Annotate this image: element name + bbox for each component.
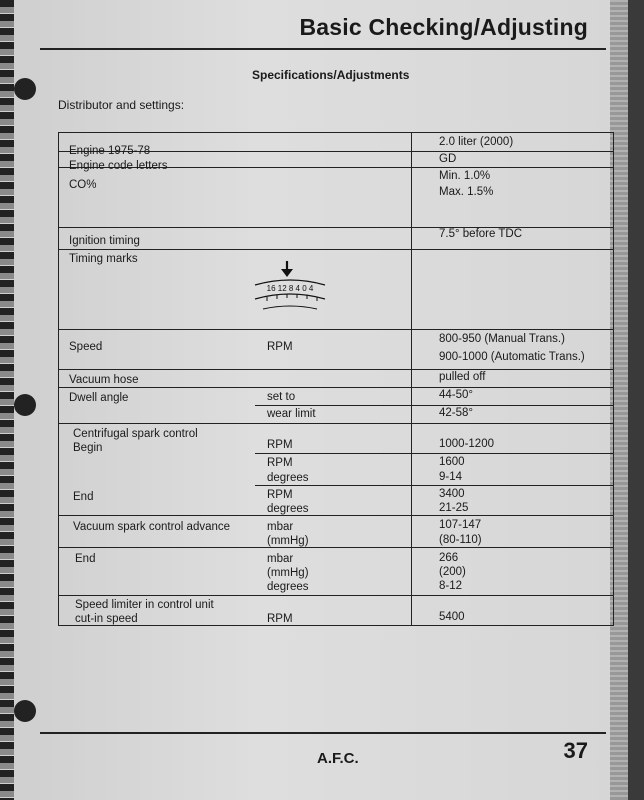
footer-rule [40, 732, 606, 734]
row-divider [59, 369, 613, 370]
end-deg-value: 21-25 [439, 502, 469, 514]
va-mmhg-value: (80-110) [439, 534, 482, 546]
row-divider [59, 595, 613, 596]
code-label: Engine code letters [69, 160, 168, 172]
row-divider [59, 515, 613, 516]
mid-rpm-unit: RPM [267, 457, 293, 469]
vacuum-hose-label: Vacuum hose [69, 374, 139, 386]
co-min: Min. 1.0% [439, 170, 491, 182]
end-rpm-value: 3400 [439, 488, 465, 500]
mid-deg-value: 9-14 [439, 471, 463, 483]
begin-label: Begin [73, 442, 103, 454]
engine-value: 2.0 liter (2000) [439, 136, 514, 148]
speed-label: Speed [69, 341, 103, 353]
timing-marks-label: Timing marks [69, 253, 138, 265]
timing-scale-text: 16 12 8 4 0 4 [266, 284, 314, 293]
speed-manual: 800-950 (Manual Trans.) [439, 333, 565, 345]
begin-unit: RPM [267, 439, 293, 451]
row-divider [59, 249, 613, 250]
timing-marks-diagram [253, 261, 327, 317]
spec-table [58, 132, 614, 626]
va-mmhg-unit: (mmHg) [267, 535, 309, 547]
va-end-mbar-value: 266 [439, 552, 459, 564]
page-header-title: Basic Checking/Adjusting [299, 14, 588, 40]
dwell-wear-label: wear limit [267, 408, 316, 420]
row-divider [59, 329, 613, 330]
punch-hole [14, 394, 36, 416]
speed-automatic: 900-1000 (Automatic Trans.) [439, 351, 585, 363]
mid-rpm-value: 1600 [439, 456, 465, 468]
section-title: Specifications/Adjustments [252, 68, 410, 82]
speed-unit: RPM [267, 341, 293, 353]
va-end-deg-unit: degrees [267, 581, 309, 593]
va-end-mbar-unit: mbar [267, 553, 294, 565]
row-divider [59, 423, 613, 424]
footer-label: A.F.C. [317, 750, 359, 767]
limiter-label-1: Speed limiter in control unit [75, 599, 214, 611]
end-deg-unit: degrees [267, 503, 309, 515]
va-end-deg-value: 8-12 [439, 580, 463, 592]
dwell-label: Dwell angle [69, 392, 129, 404]
va-end-mmhg-unit: (mmHg) [267, 567, 309, 579]
engine-label: Engine 1975-78 [69, 145, 151, 157]
co-label: CO% [69, 179, 97, 191]
limiter-value: 5400 [439, 611, 465, 623]
row-divider [59, 387, 613, 388]
end-label: End [73, 491, 94, 503]
header-rule [40, 48, 606, 50]
co-max: Max. 1.5% [439, 186, 494, 198]
punch-hole [14, 78, 36, 100]
vacuum-hose-value: pulled off [439, 371, 486, 383]
intro-text: Distributor and settings: [58, 98, 185, 112]
limiter-label-2: cut-in speed [75, 613, 138, 625]
row-divider [59, 547, 613, 548]
centrifugal-label: Centrifugal spark control [73, 428, 198, 440]
va-end-label: End [75, 553, 96, 565]
limiter-unit: RPM [267, 613, 293, 625]
ignition-value: 7.5° before TDC [439, 228, 523, 240]
mid-deg-unit: degrees [267, 472, 309, 484]
begin-value: 1000-1200 [439, 438, 494, 450]
end-rpm-unit: RPM [267, 489, 293, 501]
column-divider [411, 133, 412, 625]
manual-page [14, 0, 628, 800]
dwell-set-label: set to [267, 391, 296, 403]
page-number: 37 [563, 738, 588, 763]
punch-hole [14, 700, 36, 722]
dwell-wear-value: 42-58° [439, 407, 474, 419]
row-divider [255, 453, 613, 454]
code-value: GD [439, 153, 457, 165]
va-mbar-value: 107-147 [439, 519, 482, 531]
row-divider [59, 227, 613, 228]
dwell-set-value: 44-50° [439, 389, 474, 401]
vacuum-advance-label: Vacuum spark control advance [73, 521, 231, 533]
row-divider [255, 405, 613, 406]
va-end-mmhg-value: (200) [439, 566, 466, 578]
va-mbar-unit: mbar [267, 521, 294, 533]
row-divider [255, 485, 613, 486]
ignition-label: Ignition timing [69, 235, 140, 247]
